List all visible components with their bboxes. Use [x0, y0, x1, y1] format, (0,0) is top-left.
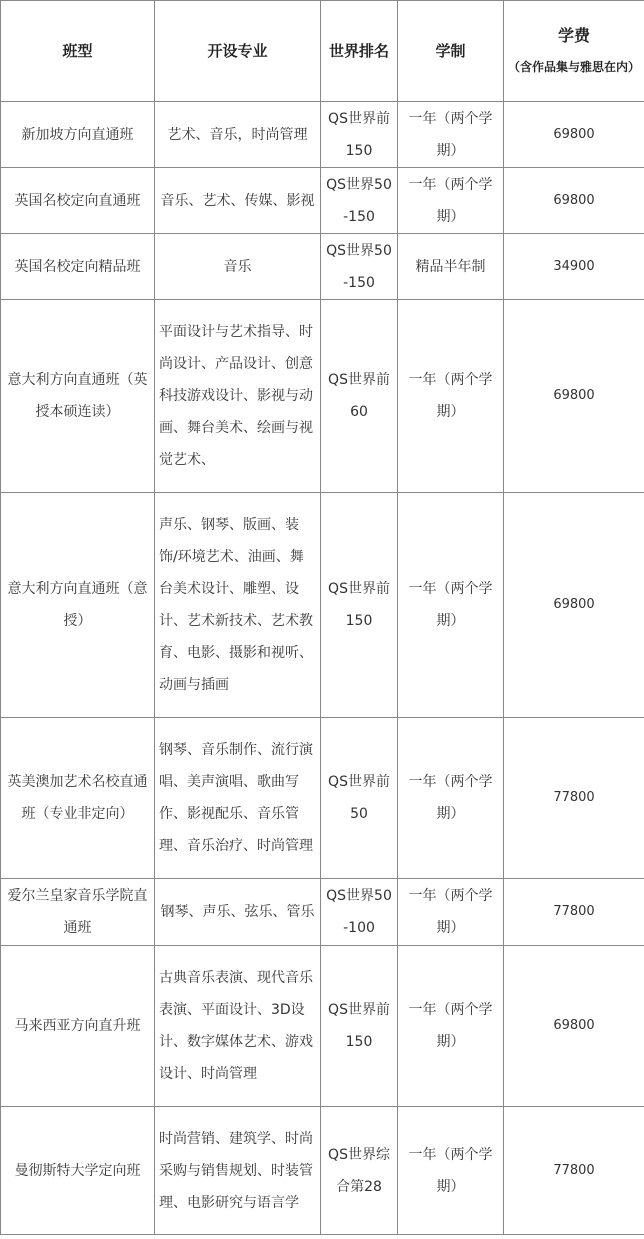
header-row: [1, 1, 644, 102]
cell-major: 音乐、艺术、传媒、影视: [155, 168, 321, 234]
cell-major: 古典音乐表演、现代音乐表演、平面设计、3D设计、数字媒体艺术、游戏设计、时尚管理: [155, 946, 321, 1107]
cell-class: 英美澳加艺术名校直通班（专业非定向）: [1, 718, 155, 879]
cell-class: 曼彻斯特大学定向班: [1, 1107, 155, 1235]
header-fee-note: （含作品集与雅思在内）: [508, 60, 641, 74]
cell-class: 英国名校定向直通班: [1, 168, 155, 234]
cell-major: 钢琴、声乐、弦乐、管乐: [155, 879, 321, 946]
table-row: [1, 1107, 644, 1235]
table-row: [1, 493, 644, 718]
cell-major: 钢琴、音乐制作、流行演唱、美声演唱、歌曲写作、影视配乐、音乐管理、音乐治疗、时尚管理: [155, 718, 321, 879]
cell-fee: 77800: [504, 879, 644, 946]
cell-rank: QS世界前150: [321, 493, 398, 718]
table-row: [1, 718, 644, 879]
cell-term: 一年（两个学期）: [398, 493, 504, 718]
cell-term: 精品半年制: [398, 234, 504, 300]
cell-class: 马来西亚方向直升班: [1, 946, 155, 1107]
cell-rank: QS世界前150: [321, 102, 398, 168]
cell-term: 一年（两个学期）: [398, 946, 504, 1107]
header-major: 开设专业: [155, 1, 321, 102]
cell-rank: QS世界前60: [321, 300, 398, 493]
cell-fee: 69800: [504, 493, 644, 718]
cell-class: 新加坡方向直通班: [1, 102, 155, 168]
cell-term: 一年（两个学期）: [398, 168, 504, 234]
cell-class: 意大利方向直通班（意授）: [1, 493, 155, 718]
cell-major: 音乐: [155, 234, 321, 300]
header-term: 学制: [398, 1, 504, 102]
cell-fee: 34900: [504, 234, 644, 300]
cell-term: 一年（两个学期）: [398, 718, 504, 879]
cell-term: 一年（两个学期）: [398, 1107, 504, 1235]
cell-term: 一年（两个学期）: [398, 879, 504, 946]
cell-rank: QS世界前150: [321, 946, 398, 1107]
header-rank: 世界排名: [321, 1, 398, 102]
table-row: [1, 234, 644, 300]
cell-rank: QS世界50-100: [321, 879, 398, 946]
cell-term: 一年（两个学期）: [398, 102, 504, 168]
table-row: [1, 879, 644, 946]
header-class: 班型: [1, 1, 155, 102]
cell-fee: 77800: [504, 718, 644, 879]
cell-fee: 69800: [504, 946, 644, 1107]
cell-fee: 77800: [504, 1107, 644, 1235]
header-fee: [504, 1, 644, 102]
cell-rank: QS世界前50: [321, 718, 398, 879]
cell-fee: 69800: [504, 102, 644, 168]
cell-rank: QS世界50-150: [321, 234, 398, 300]
cell-class: 英国名校定向精品班: [1, 234, 155, 300]
cell-major: 平面设计与艺术指导、时尚设计、产品设计、创意科技游戏设计、影视与动画、舞台美术、绘画与视觉艺术、: [155, 300, 321, 493]
cell-rank: QS世界50-150: [321, 168, 398, 234]
cell-class: 意大利方向直通班（英授本硕连读）: [1, 300, 155, 493]
table-row: [1, 946, 644, 1107]
header-fee-title: 学费: [557, 26, 590, 45]
table-row: [1, 168, 644, 234]
table-row: [1, 102, 644, 168]
cell-term: 一年（两个学期）: [398, 300, 504, 493]
cell-major: 时尚营销、建筑学、时尚采购与销售规划、时装管理、电影研究与语言学: [155, 1107, 321, 1235]
cell-fee: 69800: [504, 168, 644, 234]
cell-major: 声乐、钢琴、版画、装饰/环境艺术、油画、舞台美术设计、雕塑、设计、艺术新技术、艺术教育、电影、摄影和视听、动画与插画: [155, 493, 321, 718]
cell-fee: 69800: [504, 300, 644, 493]
table-row: [1, 300, 644, 493]
cell-major: 艺术、音乐，时尚管理: [155, 102, 321, 168]
cell-class: 爱尔兰皇家音乐学院直通班: [1, 879, 155, 946]
cell-rank: QS世界综合第28: [321, 1107, 398, 1235]
